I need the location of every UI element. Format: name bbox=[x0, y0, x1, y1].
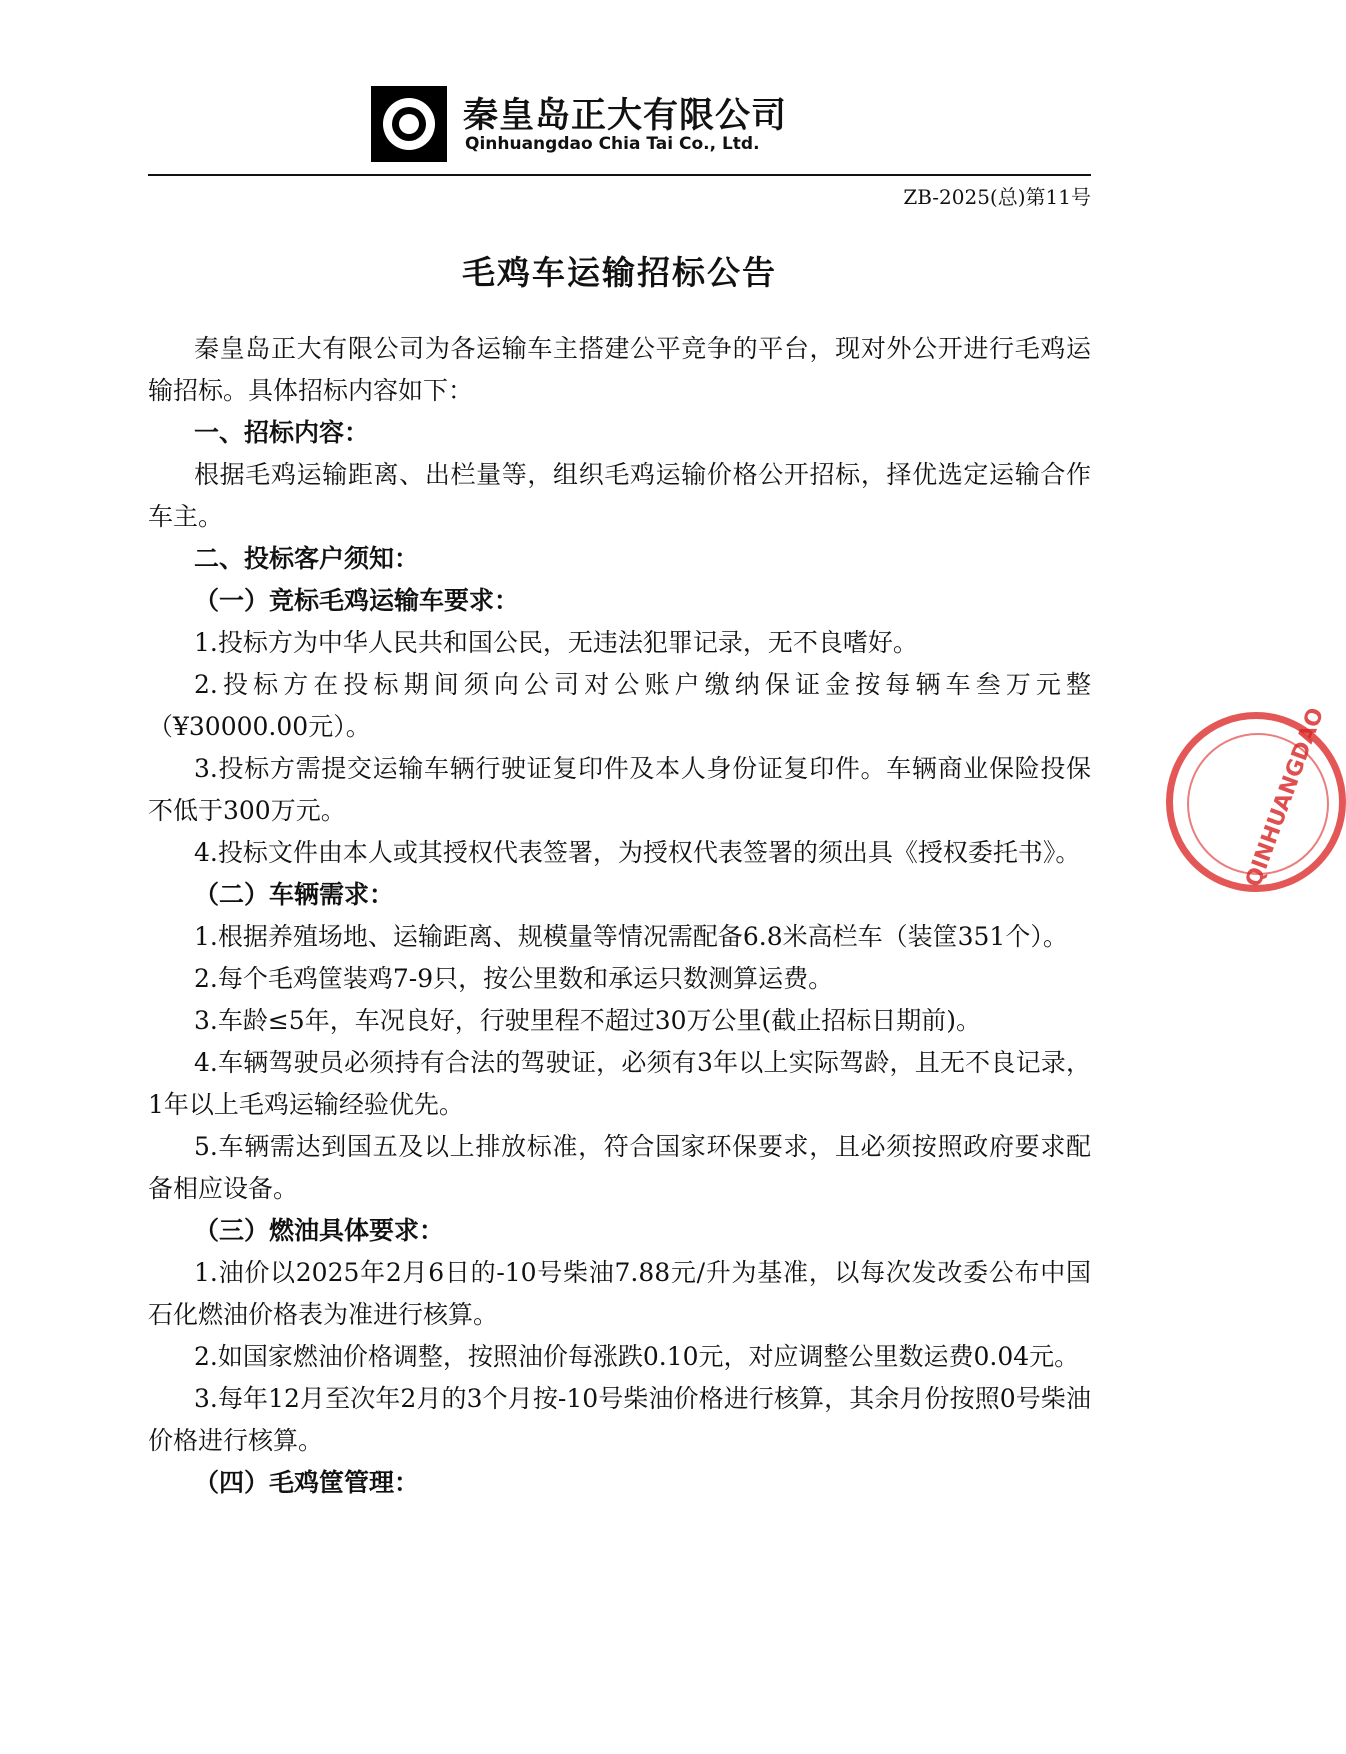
page-title: 毛鸡车运输招标公告 bbox=[462, 253, 777, 292]
header-divider bbox=[148, 174, 1091, 176]
list-item: 3.投标方需提交运输车辆行驶证复印件及本人身份证复印件。车辆商业保险投保不低于300万元。 bbox=[148, 754, 1091, 825]
letterhead bbox=[0, 0, 1239, 180]
company-name-en: Qinhuangdao Chia Tai Co., Ltd. bbox=[465, 134, 760, 154]
section-heading: 一、招标内容： bbox=[194, 418, 370, 447]
subsection-heading: （三）燃油具体要求： bbox=[194, 1216, 445, 1245]
subsection-heading: （四）毛鸡筐管理： bbox=[194, 1468, 420, 1497]
list-item: 1.油价以2025年2月6日的-10号柴油7.88元/升为基准，以每次发改委公布中国石化燃油价格表为准进行核算。 bbox=[148, 1258, 1091, 1329]
list-item: 2.如国家燃油价格调整，按照油价每涨跌0.10元，对应调整公里数运费0.04元。 bbox=[194, 1342, 1080, 1371]
list-item: 3.每年12月至次年2月的3个月按-10号柴油价格进行核算，其余月份按照0号柴油价格进行核算。 bbox=[148, 1384, 1091, 1455]
list-item: 2.投标方在投标期间须向公司对公账户缴纳保证金按每辆车叁万元整（¥30000.00元）。 bbox=[148, 670, 1091, 741]
list-item: 1.投标方为中华人民共和国公民，无违法犯罪记录，无不良嗜好。 bbox=[194, 628, 918, 657]
section-paragraph: 根据毛鸡运输距离、出栏量等，组织毛鸡运输价格公开招标，择优选定运输合作车主。 bbox=[148, 460, 1091, 531]
list-item: 3.车龄≤5年，车况良好，行驶里程不超过30万公里(截止招标日期前)。 bbox=[194, 1006, 982, 1035]
list-item: 2.每个毛鸡筐装鸡7-9只，按公里数和承运只数测算运费。 bbox=[194, 964, 834, 993]
document-number: ZB-2025(总)第11号 bbox=[903, 185, 1091, 209]
document-body bbox=[148, 328, 1091, 1504]
company-seal-stamp bbox=[1166, 704, 1346, 892]
company-name-cn: 秦皇岛正大有限公司 bbox=[463, 96, 788, 136]
list-item: 1.根据养殖场地、运输距离、规模量等情况需配备6.8米高栏车（装筐351个）。 bbox=[194, 922, 1068, 951]
subsection-heading: （二）车辆需求： bbox=[194, 880, 395, 909]
section-heading: 二、投标客户须知： bbox=[194, 544, 420, 573]
company-logo-icon bbox=[371, 86, 447, 162]
seal-text: QINHUANGDAO bbox=[1241, 704, 1330, 891]
list-item: 4.投标文件由本人或其授权代表签署，为授权代表签署的须出具《授权委托书》。 bbox=[194, 838, 1081, 867]
list-item: 4.车辆驾驶员必须持有合法的驾驶证，必须有3年以上实际驾龄，且无不良记录，1年以上毛鸡运输经验优先。 bbox=[148, 1048, 1091, 1119]
list-item: 5.车辆需达到国五及以上排放标准，符合国家环保要求，且必须按照政府要求配备相应设备。 bbox=[148, 1132, 1091, 1203]
intro-paragraph: 秦皇岛正大有限公司为各运输车主搭建公平竞争的平台，现对外公开进行毛鸡运输招标。具体招标内容如下： bbox=[148, 334, 1091, 405]
subsection-heading: （一）竞标毛鸡运输车要求： bbox=[194, 586, 520, 615]
